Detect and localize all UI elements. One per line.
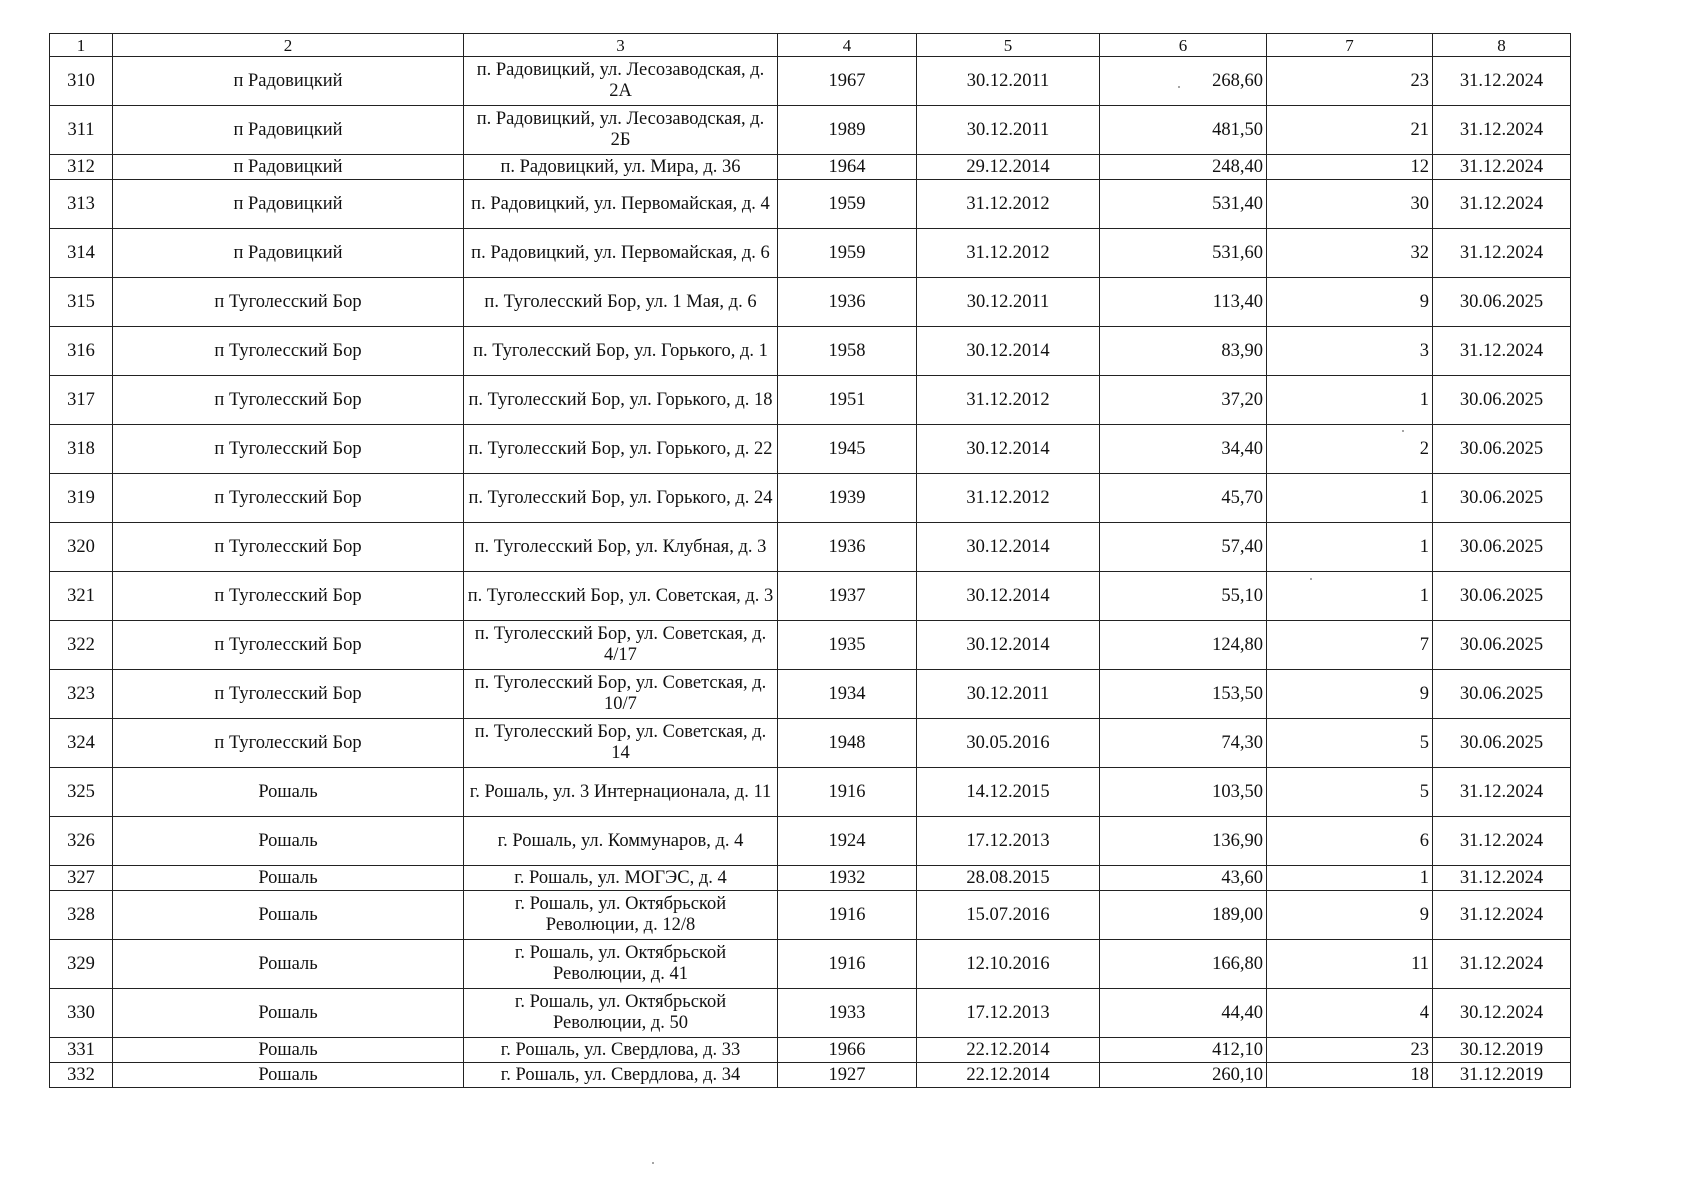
settlement-cell: п Радовицкий [113, 155, 464, 180]
deadline-cell: 31.12.2024 [1433, 57, 1571, 106]
area-cell: 83,90 [1100, 327, 1267, 376]
residents-count-cell: 4 [1267, 989, 1433, 1038]
row-number-cell: 320 [50, 523, 113, 572]
area-cell: 44,40 [1100, 989, 1267, 1038]
row-number-cell: 326 [50, 817, 113, 866]
address-cell: п. Радовицкий, ул. Мира, д. 36 [464, 155, 778, 180]
deadline-cell: 31.12.2024 [1433, 891, 1571, 940]
date-cell: 30.12.2014 [917, 621, 1100, 670]
column-header: 8 [1433, 34, 1571, 57]
deadline-cell: 30.06.2025 [1433, 278, 1571, 327]
table-row [50, 817, 1571, 866]
address-cell: п. Радовицкий, ул. Лесозаводская, д. 2А [464, 57, 778, 106]
date-cell: 30.12.2011 [917, 670, 1100, 719]
deadline-cell: 31.12.2024 [1433, 106, 1571, 155]
row-number-cell: 321 [50, 572, 113, 621]
row-number-cell: 330 [50, 989, 113, 1038]
deadline-cell: 30.12.2024 [1433, 989, 1571, 1038]
address-cell: п. Туголесский Бор, ул. Горького, д. 24 [464, 474, 778, 523]
deadline-cell: 31.12.2024 [1433, 180, 1571, 229]
residents-count-cell: 23 [1267, 1038, 1433, 1063]
row-number-cell: 323 [50, 670, 113, 719]
date-cell: 28.08.2015 [917, 866, 1100, 891]
scan-speck [1178, 86, 1180, 88]
residents-count-cell: 6 [1267, 817, 1433, 866]
table-header [50, 34, 1571, 57]
settlement-cell: п Туголесский Бор [113, 278, 464, 327]
table-row [50, 940, 1571, 989]
settlement-cell: Рошаль [113, 891, 464, 940]
address-cell: п. Туголесский Бор, ул. Советская, д. 10/7 [464, 670, 778, 719]
table-row [50, 327, 1571, 376]
area-cell: 103,50 [1100, 768, 1267, 817]
table-row [50, 989, 1571, 1038]
row-number-cell: 329 [50, 940, 113, 989]
year-built-cell: 1989 [778, 106, 917, 155]
address-cell: г. Рошаль, ул. Свердлова, д. 33 [464, 1038, 778, 1063]
area-cell: 34,40 [1100, 425, 1267, 474]
row-number-cell: 328 [50, 891, 113, 940]
deadline-cell: 30.06.2025 [1433, 523, 1571, 572]
residents-count-cell: 1 [1267, 474, 1433, 523]
year-built-cell: 1959 [778, 180, 917, 229]
area-cell: 45,70 [1100, 474, 1267, 523]
deadline-cell: 30.06.2025 [1433, 719, 1571, 768]
address-cell: п. Радовицкий, ул. Лесозаводская, д. 2Б [464, 106, 778, 155]
residents-count-cell: 5 [1267, 768, 1433, 817]
year-built-cell: 1967 [778, 57, 917, 106]
area-cell: 113,40 [1100, 278, 1267, 327]
date-cell: 30.12.2014 [917, 572, 1100, 621]
area-cell: 166,80 [1100, 940, 1267, 989]
date-cell: 17.12.2013 [917, 989, 1100, 1038]
deadline-cell: 31.12.2024 [1433, 866, 1571, 891]
row-number-cell: 327 [50, 866, 113, 891]
row-number-cell: 314 [50, 229, 113, 278]
row-number-cell: 324 [50, 719, 113, 768]
date-cell: 30.12.2014 [917, 425, 1100, 474]
row-number-cell: 312 [50, 155, 113, 180]
date-cell: 17.12.2013 [917, 817, 1100, 866]
residents-count-cell: 9 [1267, 278, 1433, 327]
column-number-row [50, 34, 1571, 57]
table-row [50, 180, 1571, 229]
settlement-cell: Рошаль [113, 940, 464, 989]
year-built-cell: 1939 [778, 474, 917, 523]
settlement-cell: п Туголесский Бор [113, 572, 464, 621]
settlement-cell: Рошаль [113, 1063, 464, 1088]
year-built-cell: 1945 [778, 425, 917, 474]
date-cell: 31.12.2012 [917, 376, 1100, 425]
date-cell: 12.10.2016 [917, 940, 1100, 989]
address-cell: г. Рошаль, ул. Октябрьской Революции, д. 12/8 [464, 891, 778, 940]
row-number-cell: 318 [50, 425, 113, 474]
column-header: 4 [778, 34, 917, 57]
address-cell: п. Туголесский Бор, ул. Советская, д. 3 [464, 572, 778, 621]
deadline-cell: 31.12.2024 [1433, 940, 1571, 989]
settlement-cell: Рошаль [113, 1038, 464, 1063]
date-cell: 30.12.2011 [917, 106, 1100, 155]
area-cell: 531,60 [1100, 229, 1267, 278]
year-built-cell: 1933 [778, 989, 917, 1038]
housing-registry-table [49, 33, 1571, 1088]
year-built-cell: 1934 [778, 670, 917, 719]
deadline-cell: 30.06.2025 [1433, 425, 1571, 474]
year-built-cell: 1916 [778, 768, 917, 817]
area-cell: 189,00 [1100, 891, 1267, 940]
address-cell: п. Туголесский Бор, ул. Горького, д. 1 [464, 327, 778, 376]
scan-speck [1310, 578, 1312, 580]
row-number-cell: 310 [50, 57, 113, 106]
date-cell: 30.12.2011 [917, 278, 1100, 327]
residents-count-cell: 23 [1267, 57, 1433, 106]
table-row [50, 278, 1571, 327]
settlement-cell: Рошаль [113, 817, 464, 866]
year-built-cell: 1936 [778, 278, 917, 327]
residents-count-cell: 12 [1267, 155, 1433, 180]
row-number-cell: 325 [50, 768, 113, 817]
settlement-cell: Рошаль [113, 989, 464, 1038]
date-cell: 22.12.2014 [917, 1038, 1100, 1063]
year-built-cell: 1959 [778, 229, 917, 278]
date-cell: 14.12.2015 [917, 768, 1100, 817]
scan-speck [1402, 430, 1404, 432]
address-cell: п. Туголесский Бор, ул. 1 Мая, д. 6 [464, 278, 778, 327]
settlement-cell: п Туголесский Бор [113, 425, 464, 474]
table-row [50, 155, 1571, 180]
year-built-cell: 1916 [778, 891, 917, 940]
settlement-cell: п Радовицкий [113, 180, 464, 229]
deadline-cell: 31.12.2024 [1433, 229, 1571, 278]
settlement-cell: п Туголесский Бор [113, 376, 464, 425]
address-cell: г. Рошаль, ул. МОГЭС, д. 4 [464, 866, 778, 891]
address-cell: г. Рошаль, ул. Свердлова, д. 34 [464, 1063, 778, 1088]
date-cell: 30.12.2014 [917, 327, 1100, 376]
row-number-cell: 319 [50, 474, 113, 523]
table-row [50, 719, 1571, 768]
area-cell: 37,20 [1100, 376, 1267, 425]
area-cell: 531,40 [1100, 180, 1267, 229]
year-built-cell: 1936 [778, 523, 917, 572]
residents-count-cell: 5 [1267, 719, 1433, 768]
area-cell: 57,40 [1100, 523, 1267, 572]
table-row [50, 523, 1571, 572]
area-cell: 268,60 [1100, 57, 1267, 106]
year-built-cell: 1927 [778, 1063, 917, 1088]
settlement-cell: п Туголесский Бор [113, 621, 464, 670]
table-row [50, 376, 1571, 425]
row-number-cell: 331 [50, 1038, 113, 1063]
row-number-cell: 315 [50, 278, 113, 327]
date-cell: 15.07.2016 [917, 891, 1100, 940]
table-row [50, 768, 1571, 817]
address-cell: г. Рошаль, ул. Октябрьской Революции, д. 41 [464, 940, 778, 989]
area-cell: 43,60 [1100, 866, 1267, 891]
residents-count-cell: 32 [1267, 229, 1433, 278]
residents-count-cell: 9 [1267, 891, 1433, 940]
year-built-cell: 1951 [778, 376, 917, 425]
column-header: 5 [917, 34, 1100, 57]
year-built-cell: 1948 [778, 719, 917, 768]
date-cell: 30.05.2016 [917, 719, 1100, 768]
table-row [50, 1038, 1571, 1063]
residents-count-cell: 2 [1267, 425, 1433, 474]
residents-count-cell: 1 [1267, 572, 1433, 621]
date-cell: 22.12.2014 [917, 1063, 1100, 1088]
table-row [50, 670, 1571, 719]
deadline-cell: 31.12.2024 [1433, 155, 1571, 180]
settlement-cell: п Радовицкий [113, 229, 464, 278]
column-header: 6 [1100, 34, 1267, 57]
deadline-cell: 30.06.2025 [1433, 670, 1571, 719]
row-number-cell: 316 [50, 327, 113, 376]
deadline-cell: 30.06.2025 [1433, 621, 1571, 670]
residents-count-cell: 18 [1267, 1063, 1433, 1088]
address-cell: п. Туголесский Бор, ул. Горького, д. 18 [464, 376, 778, 425]
date-cell: 30.12.2014 [917, 523, 1100, 572]
deadline-cell: 31.12.2024 [1433, 817, 1571, 866]
table-body [50, 57, 1571, 1088]
table-row [50, 106, 1571, 155]
area-cell: 481,50 [1100, 106, 1267, 155]
settlement-cell: Рошаль [113, 866, 464, 891]
table-row [50, 229, 1571, 278]
date-cell: 31.12.2012 [917, 474, 1100, 523]
date-cell: 31.12.2012 [917, 180, 1100, 229]
column-header: 1 [50, 34, 113, 57]
table-row [50, 425, 1571, 474]
address-cell: п. Туголесский Бор, ул. Клубная, д. 3 [464, 523, 778, 572]
settlement-cell: п Туголесский Бор [113, 670, 464, 719]
table-row [50, 57, 1571, 106]
residents-count-cell: 9 [1267, 670, 1433, 719]
settlement-cell: п Туголесский Бор [113, 523, 464, 572]
settlement-cell: п Туголесский Бор [113, 719, 464, 768]
year-built-cell: 1937 [778, 572, 917, 621]
address-cell: г. Рошаль, ул. Коммунаров, д. 4 [464, 817, 778, 866]
address-cell: г. Рошаль, ул. Октябрьской Революции, д. 50 [464, 989, 778, 1038]
residents-count-cell: 7 [1267, 621, 1433, 670]
row-number-cell: 322 [50, 621, 113, 670]
table-row [50, 474, 1571, 523]
year-built-cell: 1932 [778, 866, 917, 891]
settlement-cell: п Радовицкий [113, 57, 464, 106]
area-cell: 248,40 [1100, 155, 1267, 180]
residents-count-cell: 1 [1267, 866, 1433, 891]
year-built-cell: 1958 [778, 327, 917, 376]
year-built-cell: 1935 [778, 621, 917, 670]
area-cell: 412,10 [1100, 1038, 1267, 1063]
area-cell: 153,50 [1100, 670, 1267, 719]
date-cell: 29.12.2014 [917, 155, 1100, 180]
settlement-cell: п Радовицкий [113, 106, 464, 155]
address-cell: п. Радовицкий, ул. Первомайская, д. 4 [464, 180, 778, 229]
area-cell: 74,30 [1100, 719, 1267, 768]
residents-count-cell: 1 [1267, 376, 1433, 425]
residents-count-cell: 1 [1267, 523, 1433, 572]
area-cell: 55,10 [1100, 572, 1267, 621]
column-header: 7 [1267, 34, 1433, 57]
address-cell: п. Туголесский Бор, ул. Советская, д. 14 [464, 719, 778, 768]
date-cell: 30.12.2011 [917, 57, 1100, 106]
residents-count-cell: 11 [1267, 940, 1433, 989]
address-cell: п. Радовицкий, ул. Первомайская, д. 6 [464, 229, 778, 278]
address-cell: п. Туголесский Бор, ул. Советская, д. 4/17 [464, 621, 778, 670]
deadline-cell: 30.06.2025 [1433, 474, 1571, 523]
column-header: 3 [464, 34, 778, 57]
column-header: 2 [113, 34, 464, 57]
deadline-cell: 30.12.2019 [1433, 1038, 1571, 1063]
table-row [50, 866, 1571, 891]
residents-count-cell: 3 [1267, 327, 1433, 376]
deadline-cell: 31.12.2019 [1433, 1063, 1571, 1088]
residents-count-cell: 30 [1267, 180, 1433, 229]
area-cell: 136,90 [1100, 817, 1267, 866]
date-cell: 31.12.2012 [917, 229, 1100, 278]
settlement-cell: Рошаль [113, 768, 464, 817]
year-built-cell: 1964 [778, 155, 917, 180]
deadline-cell: 30.06.2025 [1433, 572, 1571, 621]
settlement-cell: п Туголесский Бор [113, 327, 464, 376]
area-cell: 124,80 [1100, 621, 1267, 670]
row-number-cell: 317 [50, 376, 113, 425]
address-cell: г. Рошаль, ул. 3 Интернационала, д. 11 [464, 768, 778, 817]
row-number-cell: 311 [50, 106, 113, 155]
deadline-cell: 30.06.2025 [1433, 376, 1571, 425]
settlement-cell: п Туголесский Бор [113, 474, 464, 523]
table-row [50, 621, 1571, 670]
deadline-cell: 31.12.2024 [1433, 768, 1571, 817]
table-row [50, 1063, 1571, 1088]
year-built-cell: 1924 [778, 817, 917, 866]
row-number-cell: 313 [50, 180, 113, 229]
table-row [50, 572, 1571, 621]
deadline-cell: 31.12.2024 [1433, 327, 1571, 376]
year-built-cell: 1966 [778, 1038, 917, 1063]
table-row [50, 891, 1571, 940]
residents-count-cell: 21 [1267, 106, 1433, 155]
scan-speck [652, 1162, 654, 1164]
area-cell: 260,10 [1100, 1063, 1267, 1088]
row-number-cell: 332 [50, 1063, 113, 1088]
year-built-cell: 1916 [778, 940, 917, 989]
address-cell: п. Туголесский Бор, ул. Горького, д. 22 [464, 425, 778, 474]
